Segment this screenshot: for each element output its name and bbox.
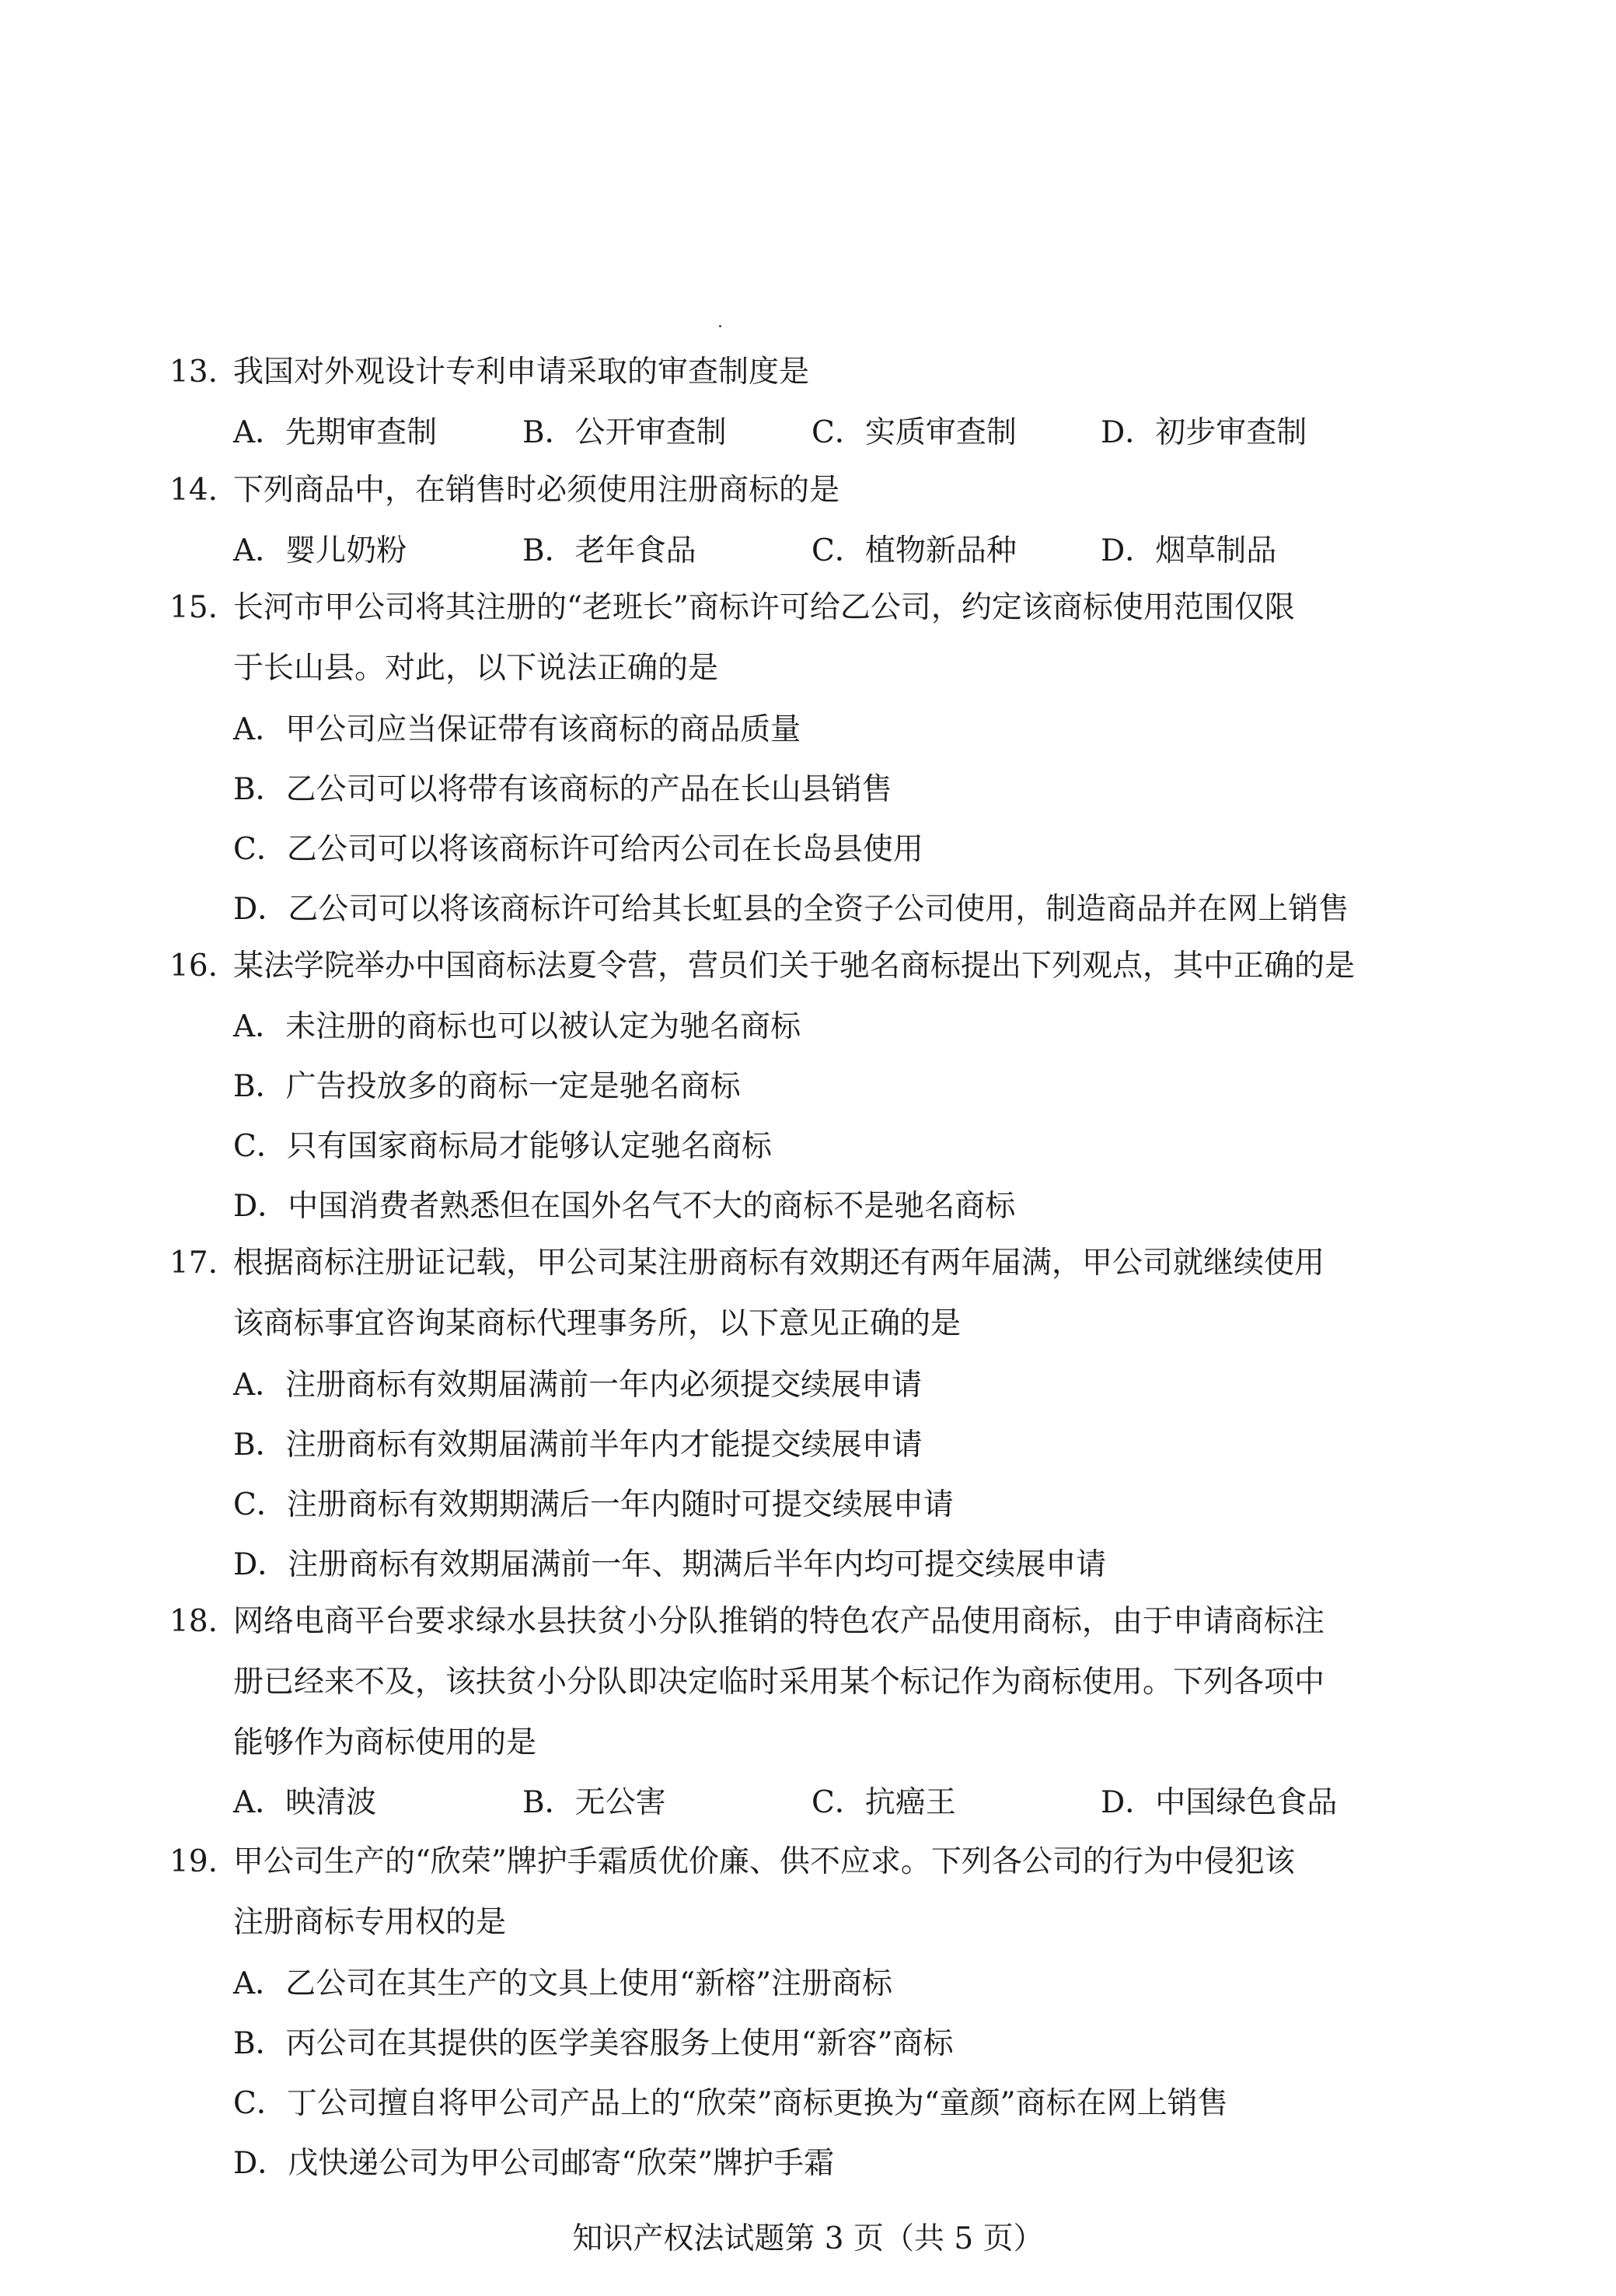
question-number: 19. [169, 1844, 218, 1879]
question-18 [169, 1592, 1413, 1774]
question-15 [169, 578, 1413, 699]
question-stem-line-2: 该商标事宜咨询某商标代理事务所，以下意见正确的是 [233, 1306, 962, 1341]
option-c: C．只有国家商标局才能够认定驰名商标 [233, 1129, 772, 1164]
question-stem-line-1: 根据商标注册证记载，甲公司某注册商标有效期还有两年届满，甲公司就继续使用 [233, 1246, 1325, 1281]
option-c: C．抗癌王 [811, 1785, 956, 1820]
option-b: B．丙公司在其提供的医学美容服务上使用“新容”商标 [233, 2026, 954, 2061]
question-stem: 下列商品中，在销售时必须使用注册商标的是 [233, 473, 840, 508]
option-d: D．中国消费者熟悉但在国外名气不大的商标不是驰名商标 [233, 1189, 1016, 1224]
question-stem: 我国对外观设计专利申请采取的审查制度是 [233, 355, 810, 390]
question-number: 17. [169, 1246, 218, 1281]
option-b: B．注册商标有效期届满前半年内才能提交续展申请 [233, 1428, 923, 1463]
option-c: C．丁公司擅自将甲公司产品上的“欣荣”商标更换为“童颜”商标在网上销售 [233, 2086, 1228, 2121]
question-stem-line-1: 网络电商平台要求绿水县扶贫小分队推销的特色农产品使用商标，由于申请商标注 [233, 1604, 1325, 1639]
question-19 [169, 1832, 1413, 1953]
option-c: C．实质审查制 [811, 415, 1017, 450]
question-stem-line-1: 甲公司生产的“欣荣”牌护手霜质优价廉、供不应求。下列各公司的行为中侵犯该 [233, 1844, 1295, 1879]
option-a: A．映清波 [233, 1785, 377, 1820]
option-a: A．甲公司应当保证带有该商标的商品质量 [233, 712, 801, 747]
question-stem: 某法学院举办中国商标法夏令营，营员们关于驰名商标提出下列观点，其中正确的是 [233, 949, 1356, 984]
option-d: D．中国绿色食品 [1101, 1785, 1338, 1820]
option-a: A．乙公司在其生产的文具上使用“新榕”注册商标 [233, 1966, 893, 2001]
question-13 [169, 342, 1413, 403]
question-number: 14. [169, 473, 218, 508]
question-18-options [233, 1773, 1446, 1833]
page-footer: 知识产权法试题第 3 页（共 5 页） [572, 2221, 1044, 2256]
option-b: B．乙公司可以将带有该商标的产品在长山县销售 [233, 772, 892, 807]
question-stem-line-2: 注册商标专用权的是 [233, 1905, 507, 1940]
option-a: A．未注册的商标也可以被认定为驰名商标 [233, 1009, 801, 1044]
option-b: B．公开审查制 [522, 415, 727, 450]
question-stem-line-1: 长河市甲公司将其注册的“老班长”商标许可给乙公司，约定该商标使用范围仅限 [233, 590, 1295, 625]
question-13-options [233, 403, 1446, 463]
option-c: C．植物新品种 [811, 533, 1017, 568]
option-a: A．先期审查制 [233, 415, 438, 450]
question-stem-line-2: 于长山县。对此，以下说法正确的是 [233, 651, 719, 686]
question-14-options [233, 521, 1446, 582]
option-a: A．婴儿奶粉 [233, 533, 407, 568]
option-b: B．广告投放多的商标一定是驰名商标 [233, 1069, 741, 1104]
question-number: 18. [169, 1604, 218, 1639]
question-number: 15. [169, 590, 218, 625]
option-d: D．戊快递公司为甲公司邮寄“欣荣”牌护手霜 [233, 2146, 835, 2181]
option-d: D．初步审查制 [1101, 415, 1307, 450]
option-b: B．无公害 [522, 1785, 666, 1820]
option-d: D．注册商标有效期届满前一年、期满后半年内均可提交续展申请 [233, 1547, 1107, 1582]
option-c: C．注册商标有效期期满后一年内随时可提交续展申请 [233, 1487, 954, 1522]
scan-speck [719, 325, 721, 327]
question-number: 13. [169, 355, 218, 390]
question-16 [169, 936, 1413, 997]
question-stem-line-3: 能够作为商标使用的是 [233, 1725, 537, 1760]
question-number: 16. [169, 949, 218, 984]
question-17 [169, 1233, 1413, 1354]
option-c: C．乙公司可以将该商标许可给丙公司在长岛县使用 [233, 832, 923, 867]
option-a: A．注册商标有效期届满前一年内必须提交续展申请 [233, 1368, 923, 1403]
option-d: D．乙公司可以将该商标许可给其长虹县的全资子公司使用，制造商品并在网上销售 [233, 892, 1349, 927]
question-14 [169, 460, 1413, 521]
question-stem-line-2: 册已经来不及，该扶贫小分队即决定临时采用某个标记作为商标使用。下列各项中 [233, 1665, 1325, 1700]
option-b: B．老年食品 [522, 533, 696, 568]
option-d: D．烟草制品 [1101, 533, 1277, 568]
